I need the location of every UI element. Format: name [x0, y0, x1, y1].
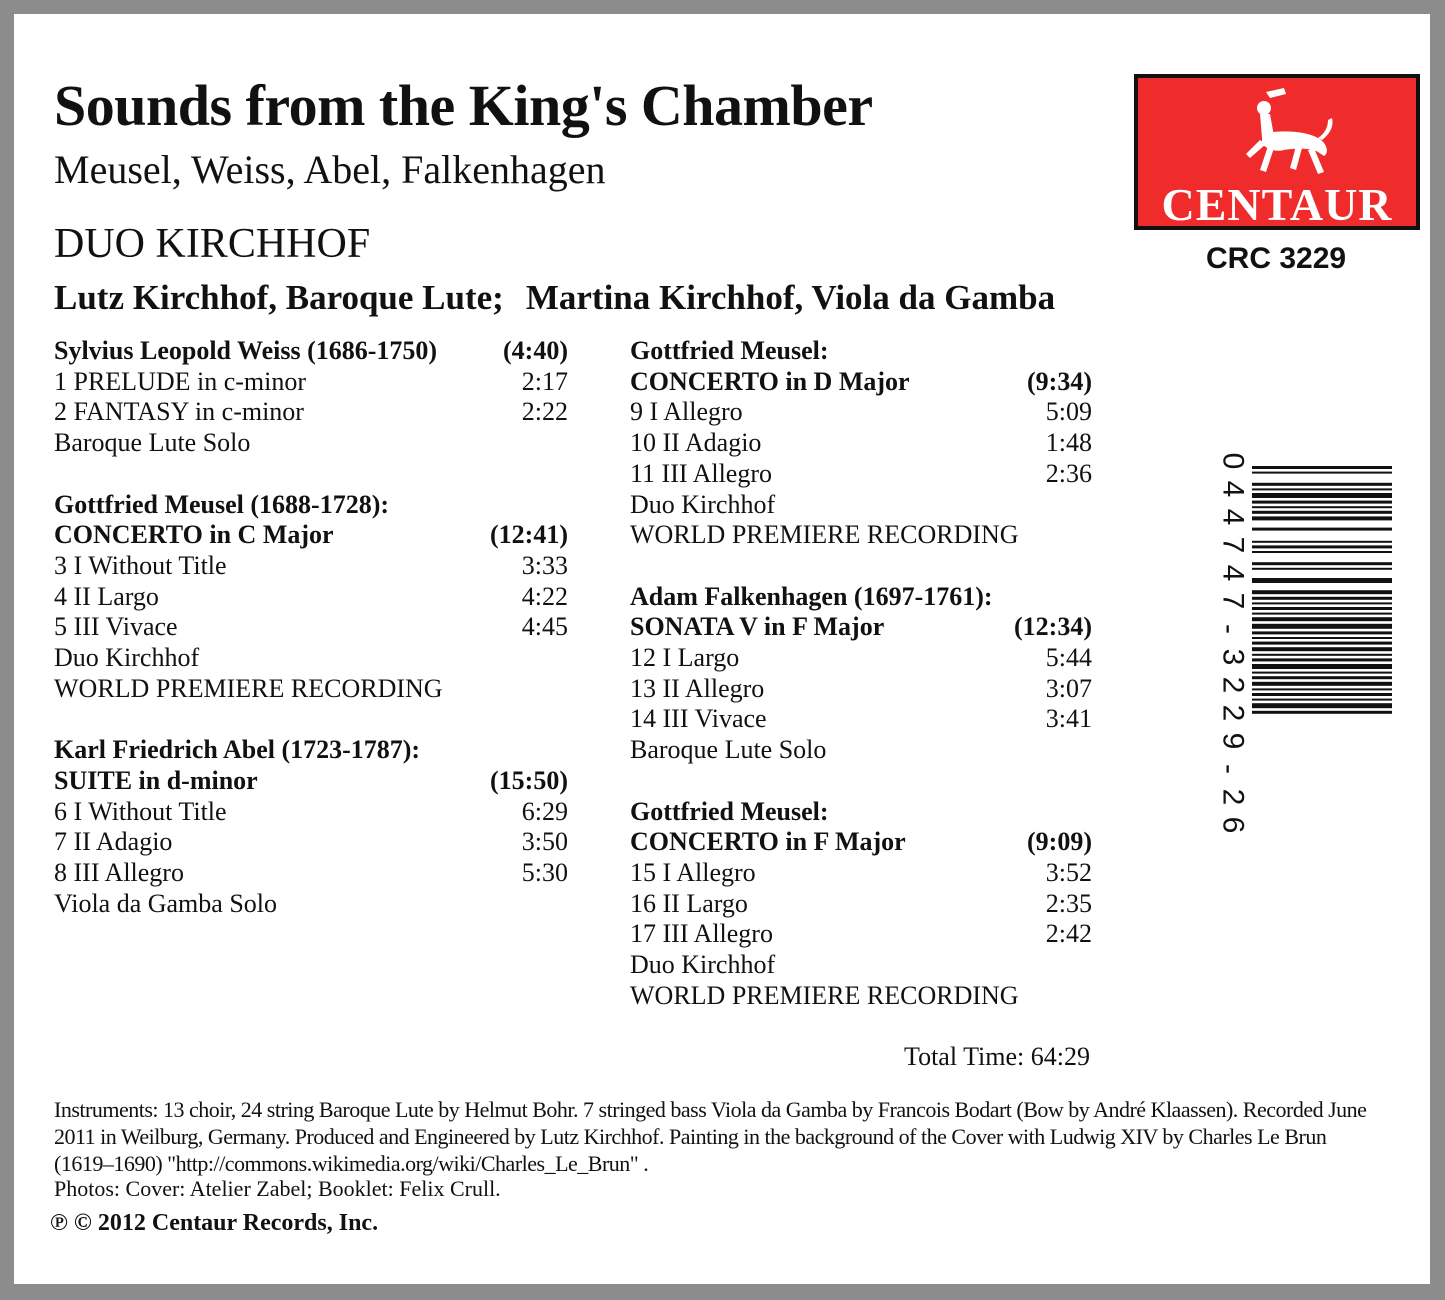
barcode-bar — [1252, 506, 1392, 508]
track-duration: 3:50 — [521, 827, 568, 857]
track-row — [54, 766, 568, 796]
track-duration: 5:09 — [1045, 397, 1092, 427]
track-duration: (12:41) — [490, 520, 568, 550]
track-row — [54, 889, 568, 919]
barcode-digit: 6 — [1216, 816, 1250, 834]
barcode-bar — [1252, 642, 1392, 645]
track-duration: 2:35 — [1045, 888, 1092, 918]
track-title: Duo Kirchhof — [630, 950, 776, 979]
barcode-bar — [1252, 672, 1392, 674]
barcode-bar — [1252, 466, 1392, 469]
track-duration: 1:48 — [1045, 428, 1092, 458]
catalog-number: CRC 3229 — [1206, 242, 1347, 275]
track-duration: 5:30 — [521, 857, 568, 887]
barcode-bar — [1252, 501, 1392, 504]
track-title: Duo Kirchhof — [630, 489, 776, 519]
barcode-bar — [1252, 682, 1392, 686]
performer-lutz: Lutz Kirchhof, Baroque Lute; — [54, 278, 504, 317]
track-row — [630, 950, 1092, 980]
barcode-digit: 2 — [1216, 676, 1250, 694]
barcode-bar — [1252, 541, 1392, 543]
track-row — [54, 858, 568, 888]
track-title: CONCERTO in C Major — [54, 520, 334, 550]
track-title: 4 II Largo — [54, 581, 159, 611]
track-duration: 3:41 — [1045, 704, 1092, 734]
track-duration: (12:34) — [1014, 612, 1092, 642]
centaur-figure-icon — [1226, 86, 1336, 182]
barcode-bar — [1252, 688, 1392, 690]
track-row — [630, 490, 1092, 520]
track-duration: 4:45 — [521, 612, 568, 642]
track-title: Gottfried Meusel: — [630, 796, 829, 826]
track-title: 17 III Allegro — [630, 919, 773, 949]
barcode-bar — [1252, 511, 1392, 514]
track-title: 10 II Adagio — [630, 428, 762, 458]
copyright: ℗ © 2012 Centaur Records, Inc. — [50, 1210, 379, 1236]
track-title: 11 III Allegro — [630, 458, 772, 488]
track-row — [54, 551, 568, 581]
barcode-bar — [1252, 493, 1392, 498]
track-duration: 2:42 — [1045, 919, 1092, 949]
performer-martina: Martina Kirchhof, Viola da Gamba — [525, 278, 1056, 317]
barcode-bar — [1252, 562, 1392, 565]
barcode-digit: 4 — [1216, 508, 1250, 526]
total-time: Total Time: 64:29 — [904, 1042, 1090, 1071]
barcode-icon — [1252, 466, 1392, 836]
track-title: Sylvius Leopold Weiss (1686-1750) — [54, 336, 438, 365]
track-row — [630, 735, 1092, 765]
barcode-digit: 4 — [1216, 480, 1250, 498]
track-title: SONATA V in F Major — [630, 612, 885, 642]
track-duration: (4:40) — [503, 336, 568, 365]
track-duration: 3:33 — [521, 550, 568, 580]
track-row — [630, 397, 1092, 427]
barcode-digit: 7 — [1216, 592, 1250, 610]
track-row — [54, 674, 568, 704]
track-title: 7 II Adagio — [54, 827, 173, 857]
track-row — [630, 367, 1092, 397]
barcode-bar — [1252, 483, 1392, 486]
track-duration: 4:22 — [521, 581, 568, 611]
barcode-bar — [1252, 658, 1392, 661]
track-row — [630, 459, 1092, 489]
back-cover — [14, 14, 1430, 1284]
track-row — [54, 397, 568, 427]
track-title: Baroque Lute Solo — [630, 735, 827, 765]
track-row — [54, 428, 568, 458]
track-duration: (9:09) — [1027, 827, 1092, 857]
track-row — [54, 735, 568, 765]
track-duration: 3:52 — [1045, 857, 1092, 887]
track-row — [630, 582, 1092, 612]
track-title: Viola da Gamba Solo — [54, 888, 278, 918]
track-row — [54, 336, 568, 366]
label-name: CENTAUR — [1161, 179, 1393, 230]
barcode-digit: 3 — [1216, 648, 1250, 666]
track-row — [54, 827, 568, 857]
track-title: 9 I Allegro — [630, 397, 743, 427]
barcode-bar — [1252, 703, 1392, 708]
barcode-bar — [1252, 545, 1392, 548]
track-title: Adam Falkenhagen (1697-1761): — [630, 581, 993, 611]
barcode-digit: - — [1213, 764, 1246, 774]
track-duration: 2:17 — [521, 366, 568, 396]
track-row — [54, 520, 568, 550]
track-duration: (15:50) — [490, 765, 568, 795]
barcode-bar — [1252, 488, 1392, 490]
track-title: WORLD PREMIERE RECORDING — [630, 980, 1019, 1010]
barcode-digit: - — [1213, 624, 1246, 634]
track-row — [630, 827, 1092, 857]
track-title: 1 PRELUDE in c-minor — [54, 366, 307, 396]
track-row — [630, 428, 1092, 458]
track-duration: (9:34) — [1027, 366, 1092, 396]
track-title: 5 III Vivace — [54, 612, 178, 642]
barcode-bar — [1252, 664, 1392, 669]
track-duration: 2:36 — [1045, 458, 1092, 488]
track-title: Duo Kirchhof — [54, 643, 200, 672]
track-row — [630, 336, 1092, 366]
barcode-bar — [1252, 528, 1392, 531]
track-row — [630, 797, 1092, 827]
barcode-bar — [1252, 578, 1392, 583]
barcode-bar — [1252, 624, 1392, 629]
centaur-logo — [1134, 74, 1420, 230]
track-title: Gottfried Meusel (1688-1728): — [54, 489, 390, 519]
track-row — [630, 889, 1092, 919]
track-row — [54, 643, 568, 673]
production-notes: Instruments: 13 choir, 24 string Baroque Lute by Helmut Bohr. 7 stringed bass Viola da Gamba by Francois Bodart (Bow by André Klaassen). Recorded June 2011 in Weilburg, Germany. Produced and Engineered by Lutz Kirchhof. Painting in the background of the Cover with Ludwig XIV by Charles Le Brun (1619–1690) "http://commons.wikimedia.org/wiki/Charles_Le_Brun" . — [54, 1097, 1367, 1176]
barcode-bar — [1252, 711, 1392, 714]
track-title: 6 I Without Title — [54, 796, 227, 826]
track-duration: 3:07 — [1045, 673, 1092, 703]
track-title: SUITE in d-minor — [54, 765, 258, 795]
barcode-bar — [1252, 699, 1392, 701]
performers-line — [54, 278, 1055, 318]
barcode-bar — [1252, 613, 1392, 615]
barcode-digit: 7 — [1216, 536, 1250, 554]
track-title: 16 II Largo — [630, 888, 748, 918]
photo-credits: Photos: Cover: Atelier Zabel; Booklet: Felix Crull. — [54, 1176, 501, 1201]
track-row — [630, 612, 1092, 642]
barcode-digit: 9 — [1216, 732, 1250, 750]
barcode-digit: 4 — [1216, 564, 1250, 582]
barcode-bar — [1252, 676, 1392, 679]
track-duration: 2:22 — [521, 397, 568, 427]
track-row — [54, 582, 568, 612]
track-row — [54, 797, 568, 827]
barcode-digit: 0 — [1216, 452, 1250, 470]
barcode-bar — [1252, 617, 1392, 621]
barcode-bar — [1252, 602, 1392, 604]
barcode-bar — [1252, 693, 1392, 696]
track-title: 15 I Allegro — [630, 857, 756, 887]
album-subtitle: Meusel, Weiss, Abel, Falkenhagen — [54, 147, 606, 192]
barcode-bar — [1252, 551, 1392, 553]
barcode-bar — [1252, 568, 1392, 570]
track-title: 3 I Without Title — [54, 550, 227, 580]
track-row — [54, 612, 568, 642]
barcode-bar — [1252, 516, 1392, 520]
album-title: Sounds from the King's Chamber — [54, 73, 873, 138]
barcode-digit: 2 — [1216, 788, 1250, 806]
track-row — [630, 704, 1092, 734]
track-row — [630, 858, 1092, 888]
track-title: CONCERTO in F Major — [630, 827, 906, 857]
track-duration: 6:29 — [521, 796, 568, 826]
barcode-bar — [1252, 631, 1392, 634]
track-row — [630, 520, 1092, 550]
track-title: 2 FANTASY in c-minor — [54, 397, 304, 427]
track-title: 14 III Vivace — [630, 704, 767, 734]
track-title: Baroque Lute Solo — [54, 428, 251, 458]
track-title: 12 I Largo — [630, 643, 740, 672]
barcode-bar — [1252, 647, 1392, 651]
track-title: Karl Friedrich Abel (1723-1787): — [54, 735, 421, 765]
track-title: WORLD PREMIERE RECORDING — [54, 673, 443, 703]
barcode-digit: 2 — [1216, 704, 1250, 722]
track-row — [630, 919, 1092, 949]
barcode-bar — [1252, 472, 1392, 474]
barcode-bar — [1252, 654, 1392, 656]
artist-name: DUO KIRCHHOF — [54, 221, 371, 267]
track-title: CONCERTO in D Major — [630, 366, 910, 396]
track-row — [630, 643, 1092, 673]
track-row — [630, 981, 1092, 1011]
barcode-bar — [1252, 607, 1392, 610]
track-row — [630, 674, 1092, 704]
track-row — [54, 490, 568, 520]
track-duration: 5:44 — [1045, 643, 1092, 672]
track-title: Gottfried Meusel: — [630, 336, 829, 365]
track-row — [54, 367, 568, 397]
barcode-bar — [1252, 597, 1392, 600]
barcode-bar — [1252, 637, 1392, 639]
barcode-bar — [1252, 590, 1392, 594]
track-title: 13 II Allegro — [630, 673, 765, 703]
track-title: 8 III Allegro — [54, 857, 184, 887]
track-title: WORLD PREMIERE RECORDING — [630, 520, 1019, 550]
